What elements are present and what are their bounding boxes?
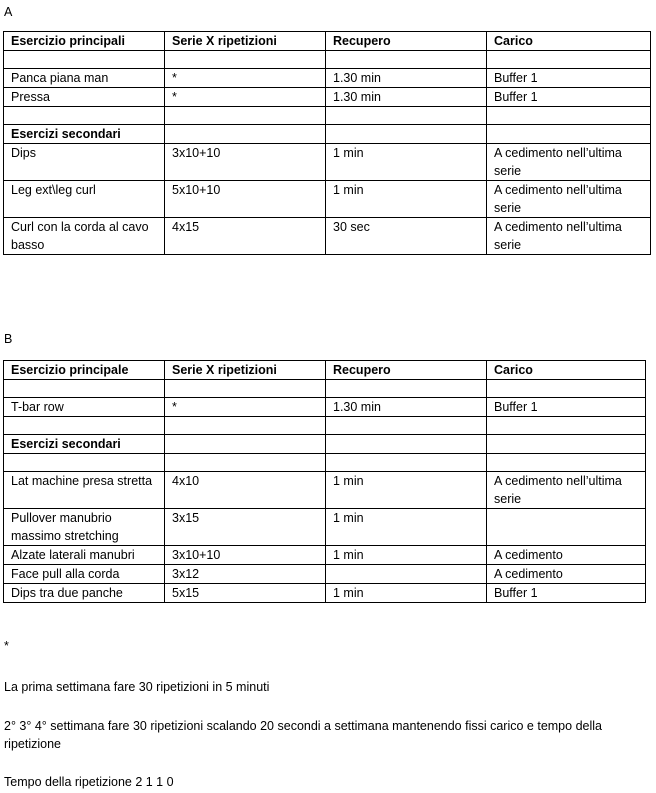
table-row [4, 509, 646, 546]
table-cell: A cedimento [487, 546, 646, 565]
table-cell: 1 min [326, 546, 487, 565]
note-rep-tempo: Tempo della ripetizione 2 1 1 0 [4, 775, 174, 789]
table-cell: Pressa [4, 88, 165, 107]
table-cell: Pullover manubrio massimo stretching [4, 509, 165, 546]
table-row [4, 69, 651, 88]
table-cell: 4x10 [165, 472, 326, 509]
table-row [4, 565, 646, 584]
header-sets-reps: Serie X ripetizioni [165, 32, 326, 51]
table-row [4, 125, 651, 144]
table-cell: 5x15 [165, 584, 326, 603]
table-cell: 3x15 [165, 509, 326, 546]
table-cell: 1 min [326, 144, 487, 181]
table-cell: Buffer 1 [487, 398, 646, 417]
table-cell [487, 435, 646, 454]
table-row [4, 218, 651, 255]
table-cell: 30 sec [326, 218, 487, 255]
header-rest: Recupero [326, 32, 487, 51]
table-cell: Buffer 1 [487, 584, 646, 603]
table-cell [326, 565, 487, 584]
table-cell [165, 454, 326, 472]
table-cell [487, 380, 646, 398]
table-cell [4, 51, 165, 69]
table-cell: 1 min [326, 509, 487, 546]
table-cell: 3x12 [165, 565, 326, 584]
table-cell: A cedimento nell’ultima serie [487, 144, 651, 181]
section-a-label: A [4, 5, 13, 19]
table-cell [487, 51, 651, 69]
table-cell [326, 435, 487, 454]
workout-table-b [3, 360, 646, 603]
table-cell: Face pull alla corda [4, 565, 165, 584]
table-cell: T-bar row [4, 398, 165, 417]
header-load: Carico [487, 32, 651, 51]
table-cell [4, 107, 165, 125]
table-cell [326, 417, 487, 435]
table-cell: 1.30 min [326, 69, 487, 88]
table-cell [487, 125, 651, 144]
table-cell [326, 454, 487, 472]
table-cell: Curl con la corda al cavo basso [4, 218, 165, 255]
table-cell: * [165, 88, 326, 107]
table-row [4, 454, 646, 472]
table-cell: Buffer 1 [487, 88, 651, 107]
header-sets-reps: Serie X ripetizioni [165, 361, 326, 380]
table-row [4, 584, 646, 603]
header-load: Carico [487, 361, 646, 380]
table-row [4, 546, 646, 565]
table-b-body [4, 380, 646, 603]
table-cell [4, 417, 165, 435]
table-cell: 1.30 min [326, 88, 487, 107]
table-cell: * [165, 398, 326, 417]
table-cell: Lat machine presa stretta [4, 472, 165, 509]
table-cell: * [165, 69, 326, 88]
table-cell: Esercizi secondari [4, 435, 165, 454]
table-cell [487, 509, 646, 546]
table-cell [165, 435, 326, 454]
header-exercise: Esercizio principali [4, 32, 165, 51]
table-cell: A cedimento nell’ultima serie [487, 472, 646, 509]
table-cell: 1 min [326, 181, 487, 218]
table-row [4, 51, 651, 69]
table-cell: 1 min [326, 584, 487, 603]
table-cell [326, 51, 487, 69]
table-cell [326, 107, 487, 125]
table-cell [326, 125, 487, 144]
table-row [4, 472, 646, 509]
table-row [4, 88, 651, 107]
table-cell [165, 125, 326, 144]
table-cell [487, 417, 646, 435]
table-row [4, 398, 646, 417]
table-cell [165, 51, 326, 69]
table-cell: Alzate laterali manubri [4, 546, 165, 565]
table-cell: A cedimento nell’ultima serie [487, 218, 651, 255]
workout-table-a [3, 31, 651, 255]
table-cell: 4x15 [165, 218, 326, 255]
table-cell: Leg ext\leg curl [4, 181, 165, 218]
table-cell [4, 454, 165, 472]
note-asterisk: * [4, 639, 9, 653]
table-cell: Panca piana man [4, 69, 165, 88]
note-first-week: La prima settimana fare 30 ripetizioni in 5 minuti [4, 680, 270, 694]
table-cell: 1 min [326, 472, 487, 509]
table-cell: 3x10+10 [165, 144, 326, 181]
table-cell: 3x10+10 [165, 546, 326, 565]
table-row [4, 417, 646, 435]
table-cell [165, 417, 326, 435]
table-cell [487, 454, 646, 472]
table-cell: Dips tra due panche [4, 584, 165, 603]
table-row [4, 181, 651, 218]
table-cell: 5x10+10 [165, 181, 326, 218]
table-cell: Buffer 1 [487, 69, 651, 88]
table-cell [165, 107, 326, 125]
table-row [4, 380, 646, 398]
table-row [4, 435, 646, 454]
header-exercise: Esercizio principale [4, 361, 165, 380]
note-following-weeks: 2° 3° 4° settimana fare 30 ripetizioni scalando 20 secondi a settimana mantenendo fissi carico e tempo della ripetizione [4, 719, 602, 751]
table-cell: Dips [4, 144, 165, 181]
table-cell [326, 380, 487, 398]
table-cell [165, 380, 326, 398]
header-rest: Recupero [326, 361, 487, 380]
table-cell: Esercizi secondari [4, 125, 165, 144]
table-a-body [4, 51, 651, 255]
table-cell: A cedimento nell’ultima serie [487, 181, 651, 218]
table-cell [487, 107, 651, 125]
table-cell: A cedimento [487, 565, 646, 584]
section-b-label: B [4, 332, 13, 346]
table-cell [4, 380, 165, 398]
table-row [4, 144, 651, 181]
table-cell: 1.30 min [326, 398, 487, 417]
table-row [4, 107, 651, 125]
